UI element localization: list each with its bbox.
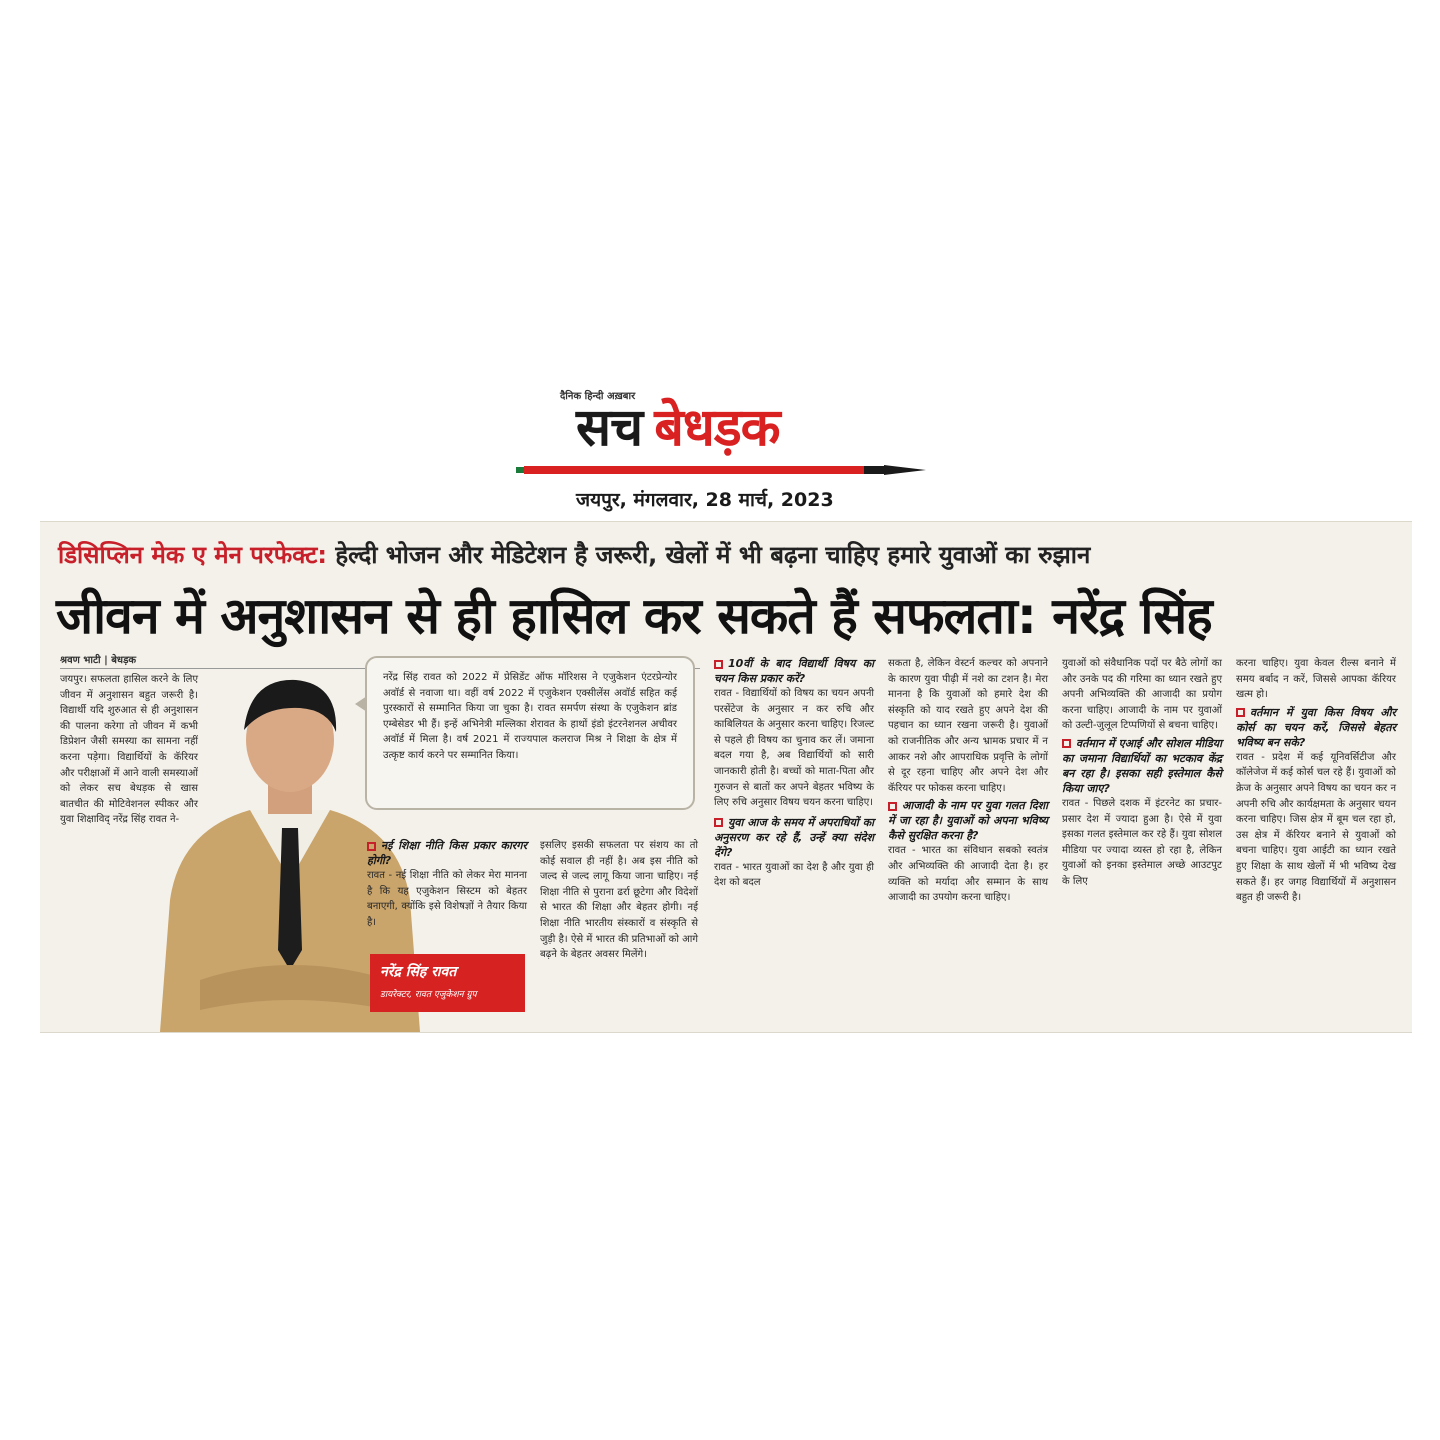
logo-word-sach: सच — [576, 398, 643, 458]
question-square-icon — [888, 802, 897, 811]
question-4 — [888, 798, 1048, 843]
question-2 — [714, 656, 874, 686]
question-1-text: नई शिक्षा नीति किस प्रकार कारगर होगी? — [367, 839, 527, 867]
column-3-text: इसलिए इसकी सफलता पर संशय का तो कोई सवाल ही नहीं है। अब इस नीति को जल्द से जल्द लागू किया जाना चाहिए। नई शिक्षा नीति से पुराना ढर्रा छूटेगा और विदेशों से भारत की शिक्षा और बेहतर होगी। नई शिक्षा नीति भारतीय संस्कारों व संस्कृति से जुड़ी है। ऐसे में भारत की प्रतिभाओं को आगे बढ़ने के बेहतर अवसर मिलेंगे। — [540, 840, 698, 961]
answer-4: रावत - भारत का संविधान सबको स्वतंत्र और अभिव्यक्ति की आजादी देता है। हर व्यक्ति को मर्यादा और सम्मान के साथ आजादी का उपयोग करना चाहिए। — [888, 845, 1048, 904]
kicker-highlight: डिसिप्लिन मेक ए मेन परफेक्ट: — [58, 541, 328, 569]
masthead-tagline: दैनिक हिन्दी अख़बार — [560, 391, 636, 402]
logo-word-bedhadak: बेधड़क — [654, 398, 780, 458]
column-4 — [714, 656, 874, 891]
question-square-icon — [714, 818, 723, 827]
intro-text: नरेंद्र सिंह रावत को 2022 में प्रेसिडेंट ऑफ मॉरिशस ने एजुकेशन एंटरप्रेन्योर अवॉर्ड से नवाजा था। वहीं वर्ष 2022 में एजुकेशन एक्सीलेंस अवॉर्ड सहित कई पुरस्कारों से सम्मानित किया जा चुका है। रावत समर्पण संस्था के एजुकेशन ब्रांड एम्बेसेडर भी हैं। इन्हें अभिनेत्री मल्लिका शेरावत के हाथों इंडो इंटरनेशनल अचीवर अवॉर्ड में मिला है। वर्ष 2021 में राज्यपाल कलराज मिश्र ने शिक्षा के क्षेत्र में उत्कृष्ट कार्य करने पर सम्मानित किया। — [383, 672, 677, 761]
column-6-text: युवाओं को संवैधानिक पदों पर बैठे लोगों का और उनके पद की गरिमा का ध्यान रखते हुए अपनी अभिव्यक्ति की आजादी का प्रयोग करना चाहिए। आजादी के नाम पर युवाओं को उल्टी-जुलूल टिप्पणियों से बचना चाहिए। — [1062, 658, 1222, 732]
answer-6: रावत - प्रदेश में कई यूनिवर्सिटीज और कॉलेजेज में कई कोर्स चल रहे हैं। युवाओं को क्रेज के अनुसार अपने विषय का चयन कर न अपनी रुचि और कार्यक्षमता के अनुसार चयन करना चाहिए। जिस क्षेत्र में बूम चल रहा हो, उस क्षेत्र में कॅरियर बनाने से युवाओं को बचना चाहिए। युवा आईटी का ध्यान रखते हुए शिक्षा के साथ खेलों में भी भविष्य देख सकते हैं। हर जगह विद्यार्थियों में अनुशासन बहुत ही जरूरी है। — [1236, 751, 1396, 904]
question-square-icon — [1236, 708, 1245, 717]
question-6 — [1236, 705, 1396, 750]
question-5-text: वर्तमान में एआई और सोशल मीडिया का जमाना विद्यार्थियों का भटकाव केंद्र बन रहा है। इसका सही इस्तेमाल कैसे किया जाए? — [1062, 736, 1222, 795]
intro-box — [365, 656, 695, 810]
question-2-text: 10वीं के बाद विद्यार्थी विषय का चयन किस प्रकार करें? — [714, 657, 874, 685]
column-7-text: करना चाहिए। युवा केवल रील्स बनाने में समय बर्बाद न करें, जिससे आपका कॅरियर खत्म हो। — [1236, 658, 1396, 701]
caption-name: नरेंद्र सिंह रावत — [380, 964, 457, 980]
lead-paragraph: जयपुर। सफलता हासिल करने के लिए जीवन में अनुशासन बहुत जरूरी है। विद्यार्थी यदि शुरुआत से ही अनुशासन की पालना करेगा तो जीवन में कभी डिप्रेशन जैसी समस्या का सामना नहीं करना पड़ेगा। विद्यार्थियों के कॅरियर और परीक्षाओं में आने वाली समस्याओं को लेकर सच बेधड़क से खास बातचीत की मोटिवेशनल स्पीकर और युवा शिक्षाविद् नरेंद्र सिंह रावत ने- — [60, 674, 198, 826]
byline: श्रवण भाटी | बेधड़क — [60, 655, 137, 666]
pen-nib-icon — [516, 464, 932, 476]
question-6-text: वर्तमान में युवा किस विषय और कोर्स का चयन करें, जिससे बेहतर भविष्य बन सके? — [1236, 705, 1396, 749]
answer-1: रावत - नई शिक्षा नीति को लेकर मेरा मानना है कि यह एजुकेशन सिस्टम को बेहतर बनाएगी, क्योंकि इसे विशेषज्ञों ने तैयार किया है। — [367, 870, 527, 928]
masthead — [500, 382, 940, 512]
column-3 — [540, 838, 698, 963]
newspaper-clipping — [40, 521, 1412, 1033]
column-2 — [367, 838, 527, 930]
column-7 — [1236, 656, 1396, 906]
headline: जीवन में अनुशासन से ही हासिल कर सकते हैं सफलता: नरेंद्र सिंह — [56, 587, 1212, 645]
question-square-icon — [367, 842, 376, 851]
question-4-text: आजादी के नाम पर युवा गलत दिशा में जा रहा है। युवाओं को अपना भविष्य कैसे सुरक्षित करना है? — [888, 799, 1048, 843]
question-5 — [1062, 736, 1222, 796]
question-3 — [714, 815, 874, 860]
question-1 — [367, 838, 527, 868]
column-5 — [888, 656, 1048, 906]
answer-5: रावत - पिछले दशक में इंटरनेट का प्रचार-प्रसार देश में ज्यादा हुआ है। ऐसे में युवा इसका गलत इस्तेमाल कर रहे हैं। युवा सोशल मीडिया पर ज्यादा व्यस्त हो रहा है, लेकिन युवाओं को इनका इस्तेमाल अच्छे आउटपुट के लिए — [1062, 797, 1222, 887]
question-3-text: युवा आज के समय में अपराधियों का अनुसरण कर रहे हैं, उन्हें क्या संदेश देंगे? — [714, 815, 874, 859]
question-square-icon — [1062, 739, 1071, 748]
answer-3: रावत - भारत युवाओं का देश है और युवा ही देश को बदल — [714, 861, 874, 889]
kicker — [58, 538, 1090, 571]
photo-caption — [370, 954, 525, 1012]
newspaper-logo — [576, 398, 780, 458]
question-square-icon — [714, 660, 723, 669]
column-6 — [1062, 656, 1222, 890]
caption-title: डायरेक्टर, रावत एजुकेशन ग्रुप — [380, 990, 477, 1000]
kicker-text: हेल्दी भोजन और मेडिटेशन है जरूरी, खेलों में भी बढ़ना चाहिए हमारे युवाओं का रुझान — [335, 541, 1091, 569]
dateline: जयपुर, मंगलवार, 28 मार्च, 2023 — [576, 489, 834, 511]
answer-2: रावत - विद्यार्थियों को विषय का चयन अपनी परसेंटेज के अनुसार न कर रुचि और काबिलियत के अनुसार करना चाहिए। रिजल्ट से पहले ही विषय का चुनाव कर लें। जमाना बदल गया है, अब विद्यार्थियों को सारी जानकारी होती है। बच्चों को माता-पिता और गुरुजन से बातों कर अपने बेहतर भविष्य के लिए रुचि अनुसार विषय चयन करना चाहिए। — [714, 688, 874, 809]
column-5-text: सकता है, लेकिन वेस्टर्न कल्चर को अपनाने के कारण युवा पीढ़ी में नशे का टशन है। मेरा मानना है कि युवाओं को हमारे देश की संस्कृति को याद रखते हुए अपने देश की पहचान का ध्यान रखना जरूरी है। युवाओं को राजनीतिक और अन्य भ्रामक प्रचार में न आकर नशे और आपराधिक प्रवृत्ति के लोगों से दूर रहना चाहिए और अपने देश और कॅरियर पर फोकस करना चाहिए। — [888, 658, 1048, 794]
